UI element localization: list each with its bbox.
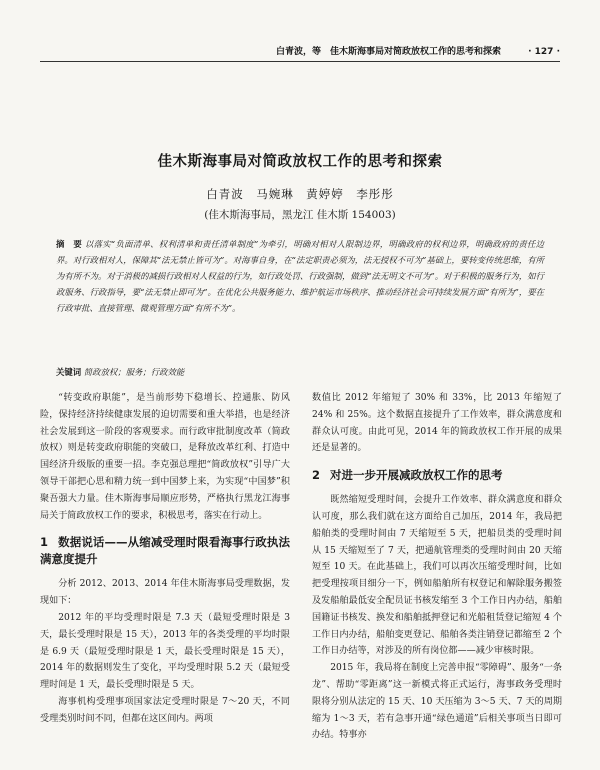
keywords-label: 关键词 [56, 367, 82, 377]
section-title: 数据说话——从缩减受理时限看海事行政执法满意度提升 [40, 535, 290, 567]
article-title: 佳木斯海事局对简政放权工作的思考和探索 [157, 154, 443, 170]
keywords [56, 366, 544, 378]
page-number: · 127 · [528, 47, 560, 57]
section-number: 1 [40, 535, 49, 550]
body-paragraph: “转变政府职能”，是当前形势下稳增长、控通胀、防风险，保持经济持续健康发展的迫切需要和重大举措，也是经济社会发展到这一阶段的客观要求。而行政审批制度改革（简政放权）则是转变政府职能的突破口，是释放改革红利、打造中国经济升级版的重要一招。李克强总理把“简政放权”引导广大领导干部把心思和精力统一到中国梦上来，为实现“中国梦”积聚吾强大力量。佳木斯海事局顺应形势，严格执行黑龙江海事局关于简政放权工作的要求，积极思考，落实在行动上。 [40, 393, 290, 521]
body-paragraph: 海事机构受理事项国家法定受理时限是 7～20 天，不同受理类别时间不同，但都在这区间内。两项 [40, 696, 290, 724]
section-title: 对进一步开展减政放权工作的思考 [330, 468, 503, 483]
abstract [56, 236, 544, 316]
body-paragraph: 2012 年的平均受理时限是 7.3 天（最短受理时限是 3 天，最长受理时限是 15 天），2013 年的各类受理的平均时限是 6.9 天（最短受理时限是 1 天，最长受理时限是 15 天），2014 年的数据则发生了变化，平均受理时限 5.2 天（最短受理时间是 1 天，最长受理时限是 5 天。 [40, 612, 290, 691]
abstract-label: 摘 要 [56, 239, 82, 249]
right-column [312, 390, 562, 744]
body-paragraph: 2015 年，我局将在制度上完善申报“零障碍”、服务“一条龙”、帮助“零距离”这一新模式将正式运行，海事政务受理时限将分别从法定的 15 天、10 天压缩为 3～5 天、7 天的周期缩为 1～3 天，若有急事开通“绿色通道”后相关事项当日即可办结。特事亦 [312, 663, 562, 741]
left-column [40, 390, 290, 728]
body-paragraph: 分析 2012、2013、2014 年佳木斯海事局受理数据，发现如下： [40, 579, 290, 607]
running-head [40, 44, 560, 62]
running-head-text: 白青波，等 佳木斯海事局对简政放权工作的思考和探索 [275, 47, 501, 57]
article-authors: 白青波 马婉琳 黄婷婷 李彤彤 [206, 187, 394, 201]
body-paragraph: 既然缩短受理时间，会提升工作效率、群众满意度和群众认可度，那么我们就在这方面给自己加压，2014 年，我局把船舶类的受理时间由 7 天缩短至 5 天，把船员类的受理时间从 15 天缩短至了 7 天，把通航管理类的受理时间由 20 天缩短至 10 天。在此基础上，我们可以再次压缩受理时间，比如把受理按项目细分一下，例如船舶所有权登记和解除服务搬签及发船舶最低安全配员证书核发缩至 3 个工作日内办结，船舶国籍证书核发、换发和船舶抵押登记和光船租赁登记缩短 4 个工作日内办结，船舶变更登记、船舶各类注销登记都缩至 2 个工作日办结等，对涉及的所有岗位都——减少审核时限。 [312, 495, 562, 657]
article-affiliation: (佳木斯海事局，黑龙江 佳木斯 154003) [204, 209, 396, 221]
body-paragraph: 数值比 2012 年缩短了 30% 和 33%，比 2013 年缩短了 24% 和 25%。这个数据直接提升了工作效率，群众满意度和群众认可度。由此可见，2014 年的简政放权工作开展的成果还是显著的。 [312, 393, 562, 454]
abstract-text: 以落实“负面清单、权利清单和责任清单制度”为牵引，明确对相对人限制边界，明确政府的权利边界，明确政府的责任边界。对行政相对人，保障其“法无禁止皆可为”。对海事自身，在“法定职责必须为，法无授权不可为”基础上，要转变传统思维，有所为有所不为。对于消极的减损行政相对人权益的行为，如行政处罚、行政强制，做到“法无明文不可为”。对于积极的服务行为，如行政服务、行政指导，要“法无禁止即可为”。在优化公共服务能力、维护航运市场秩序、推动经济社会可持续发展方面“有所为”，要在行政审批、直接管理、微观管理方面“有所不为”。 [56, 239, 545, 313]
section-heading-1 [40, 534, 290, 568]
section-number: 2 [312, 468, 321, 483]
keywords-text: 简政放权；服务；行政效能 [83, 367, 185, 377]
section-heading-2 [312, 467, 562, 484]
